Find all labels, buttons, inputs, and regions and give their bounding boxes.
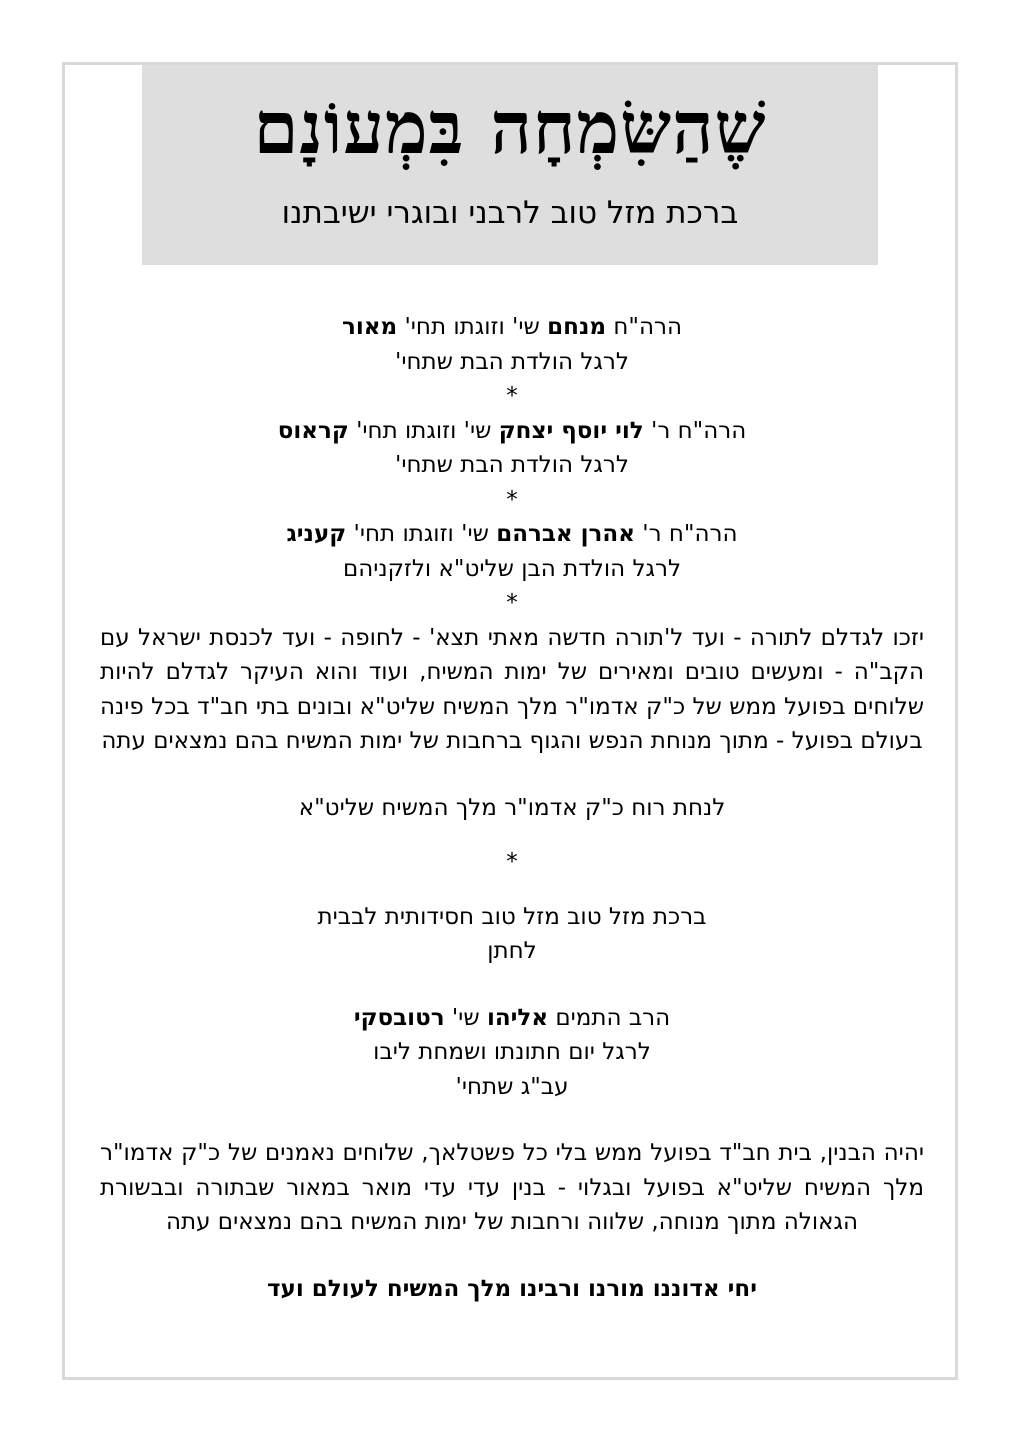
blessing-paragraph: יזכו לגדלם לתורה - ועד ל'תורה חדשה מאתי תצא' - לחופה - ועד לכנסת ישראל עם הקב"ה - ומעשים טובים ומאירים של ימות המשיח, ועוד והוא העיקר לגדלם להיות שלוחים בפועל ממש של כ"ק אדמו"ר מלך המשיח שליט"א ובונים בתי חב"ד בכל פינה בעולם בפועל - מתוך מנוחת הנפש והגוף ברחבות של ימות המשיח בהם נמצאים עתה <box>100 624 924 754</box>
subtitle: ברכת מזל טוב לרבני ובוגרי ישיבתנו <box>281 195 739 231</box>
announcement-names-2 <box>100 414 924 449</box>
announcement-occasion-1: לרגל הולדת הבת שתחי' <box>395 348 629 375</box>
closing-line: יחי אדוננו מורנו ורבינו מלך המשיח לעולם ועד <box>267 1275 757 1302</box>
separator-star: * <box>506 486 518 513</box>
wedding-occasion-line-1: לרגל יום חתונתו ושמחת ליבו <box>373 1039 651 1065</box>
separator-star: * <box>506 590 518 616</box>
title-mid: שי' <box>444 1004 487 1031</box>
last-name: קראוס <box>277 417 349 444</box>
wedding-groom-name <box>100 1001 924 1036</box>
announcement-body <box>100 310 924 1306</box>
last-name: מאור <box>342 314 398 340</box>
title-prefix: הרה"ח <box>606 314 682 340</box>
announcement-names-1 <box>100 310 924 345</box>
first-name: לוי יוסף יצחק <box>498 417 644 444</box>
last-name: רטובסקי <box>353 1004 445 1031</box>
wedding-paragraph: יהיה הבנין, בית חב"ד בפועל ממש בלי כל פשטלאך, שלוחים נאמנים של כ"ק אדמו"ר מלך המשיח שליט"א בפועל ובגלוי - בנין עדי עדי מואר במאור שבתורה ובבשורת הגאולה מתוך מנוחה, שלווה ורחבות של ימות המשיח בהם נמצאים עתה <box>100 1140 924 1235</box>
wedding-occasion-line-2: עב"ג שתחי' <box>455 1073 569 1100</box>
last-name: קעניג <box>286 521 347 547</box>
title-prefix: הרב התמים <box>548 1004 671 1031</box>
title-prefix: הרה"ח ר' <box>634 521 738 547</box>
first-name: אליהו <box>486 1004 549 1031</box>
first-name: מנחם <box>547 314 607 340</box>
title-mid: שי' וזוגתו תחי' <box>348 417 499 444</box>
nachas-line: לנחת רוח כ"ק אדמו"ר מלך המשיח שליט"א <box>298 794 726 821</box>
headline: שֶׁהַשִּׂמְחָה בִּמְעוֹנָם <box>253 85 767 170</box>
announcement-occasion-3: לרגל הולדת הבן שליט"א ולזקניהם <box>342 555 682 582</box>
announcement-names-3 <box>100 517 924 552</box>
announcement-occasion-2: לרגל הולדת הבת שתחי' <box>395 452 629 478</box>
wedding-title-line-2: לחתן <box>487 938 537 964</box>
title-prefix: הרה"ח ר' <box>643 417 747 444</box>
separator-star: * <box>506 849 518 875</box>
title-mid: שי' וזוגתו תחי' <box>397 314 548 340</box>
title-mid: שי' וזוגתו תחי' <box>346 521 497 547</box>
header-banner <box>142 65 878 265</box>
wedding-title-line-1: ברכת מזל טוב מזל טוב חסידותית לבבית <box>317 903 707 930</box>
first-name: אהרן אברהם <box>496 521 635 547</box>
separator-star: * <box>506 383 518 409</box>
